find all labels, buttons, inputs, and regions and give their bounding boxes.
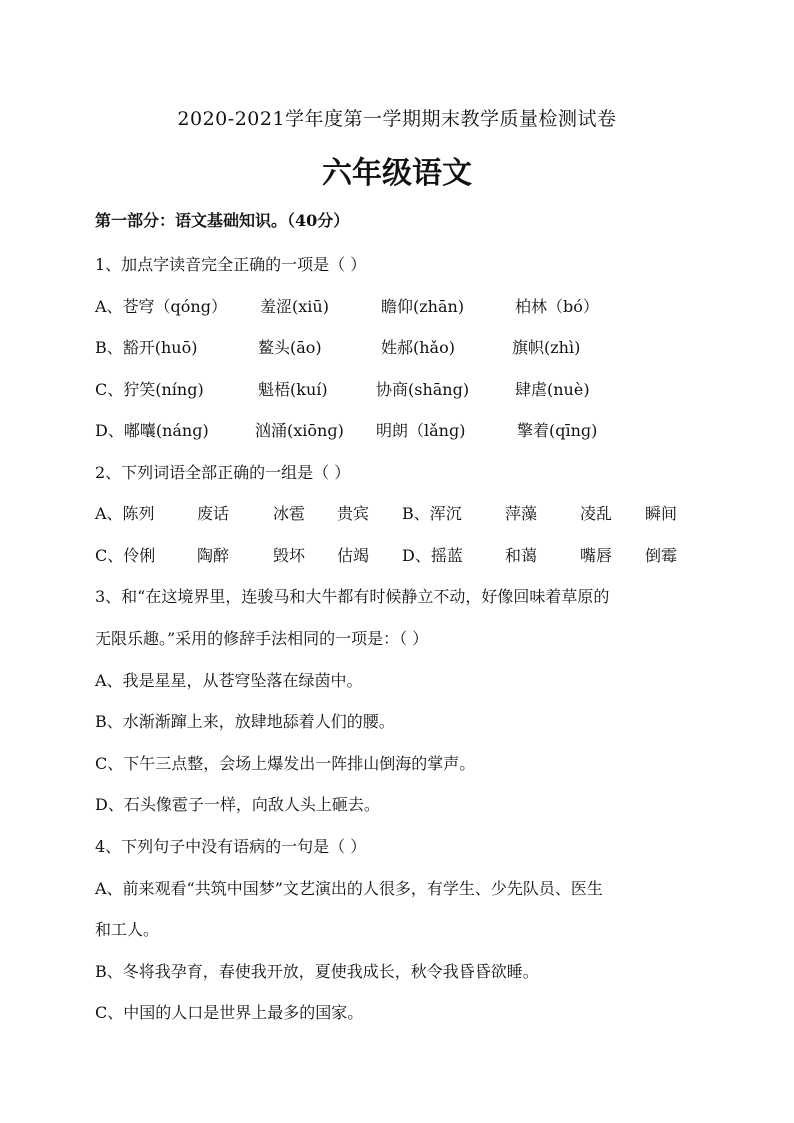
question-3-stem-line2: 无限乐趣。”采用的修辞手法相同的一项是：（ ） (95, 629, 429, 648)
q2-word-11: 毁坏 (273, 546, 306, 565)
q4-option-b: B、冬将我孕育，春使我开放，夏使我成长，秋令我昏昏欲睡。 (95, 962, 539, 981)
q2-word-14: 和蔼 (505, 546, 538, 565)
q2-word-5: B、浑沉 (402, 504, 462, 523)
q1-option-b-4: 旗帜(zhì) (512, 338, 581, 357)
q1-option-c-2: 魁梧(kuí) (258, 380, 328, 399)
q1-option-c-4: 肆虐(nuè) (515, 380, 590, 399)
exam-subject-title: 六年级语文 (322, 156, 472, 191)
q1-option-b-2: 鳌头(āo) (258, 338, 322, 357)
q1-option-a-1: A、苍穹（qóng） (95, 297, 227, 316)
q1-option-d-2: 汹涌(xiōnɡ) (255, 421, 344, 440)
q2-word-6: 萍藻 (505, 504, 538, 523)
q2-word-16: 倒霉 (645, 546, 678, 565)
exam-title: 2020-2021学年度第一学期期末教学质量检测试卷 (177, 108, 617, 130)
q2-word-10: 陶醉 (197, 546, 230, 565)
q1-option-a-3: 瞻仰(zhān) (381, 297, 465, 316)
q1-option-c-1: C、狞笑(níng) (95, 380, 204, 399)
section-heading: 第一部分：语文基础知识。（40分） (95, 211, 350, 230)
q3-option-d: D、石头像雹子一样，向敌人头上砸去。 (95, 795, 380, 814)
q2-word-9: C、伶俐 (95, 546, 156, 565)
q3-option-b: B、水渐渐蹿上来，放肆地舔着人们的腰。 (95, 712, 395, 731)
q2-word-13: D、摇蓝 (402, 546, 463, 565)
question-4-stem: 4、下列句子中没有语病的一句是（ ） (95, 837, 367, 856)
q2-word-12: 估竭 (337, 546, 370, 565)
q1-option-a-2: 羞涩(xiū) (260, 297, 329, 316)
q2-word-8: 瞬间 (645, 504, 678, 523)
q4-option-a-line2: 和工人。 (95, 920, 160, 939)
q1-option-a-4: 柏林（bó） (515, 297, 599, 316)
q2-word-1: A、陈列 (95, 504, 155, 523)
q2-word-15: 嘴唇 (580, 546, 613, 565)
q2-word-2: 废话 (197, 504, 230, 523)
q1-option-c-3: 协商(shāng) (376, 380, 470, 399)
q2-word-4: 贵宾 (337, 504, 370, 523)
q2-word-7: 凌乱 (580, 504, 613, 523)
question-1-stem: 1、加点字读音完全正确的一项是（ ） (95, 255, 367, 274)
q1-option-b-1: B、豁开(huō) (95, 338, 198, 357)
q1-option-d-3: 明朗（lǎnɡ) (376, 421, 466, 440)
q1-option-d-1: D、嘟囔(nánɡ) (95, 421, 209, 440)
q3-option-a: A、我是星星，从苍穹坠落在绿茵中。 (95, 671, 363, 690)
q4-option-a-line1: A、前来观看“共筑中国梦”文艺演出的人很多，有学生、少先队员、医生 (95, 879, 603, 898)
q1-option-b-3: 姓郝(hǎo) (381, 338, 455, 357)
q3-option-c: C、下午三点整，会场上爆发出一阵排山倒海的掌声。 (95, 754, 476, 773)
question-2-stem: 2、下列词语全部正确的一组是（ ） (95, 463, 351, 482)
q2-word-3: 冰雹 (273, 504, 306, 523)
question-3-stem-line1: 3、和“在这境界里，连骏马和大牛都有时候静立不动，好像回味着草原的 (95, 587, 610, 606)
q1-option-d-4: 擎着(qīnɡ) (517, 421, 598, 440)
q4-option-c: C、中国的人口是世界上最多的国家。 (95, 1003, 364, 1022)
